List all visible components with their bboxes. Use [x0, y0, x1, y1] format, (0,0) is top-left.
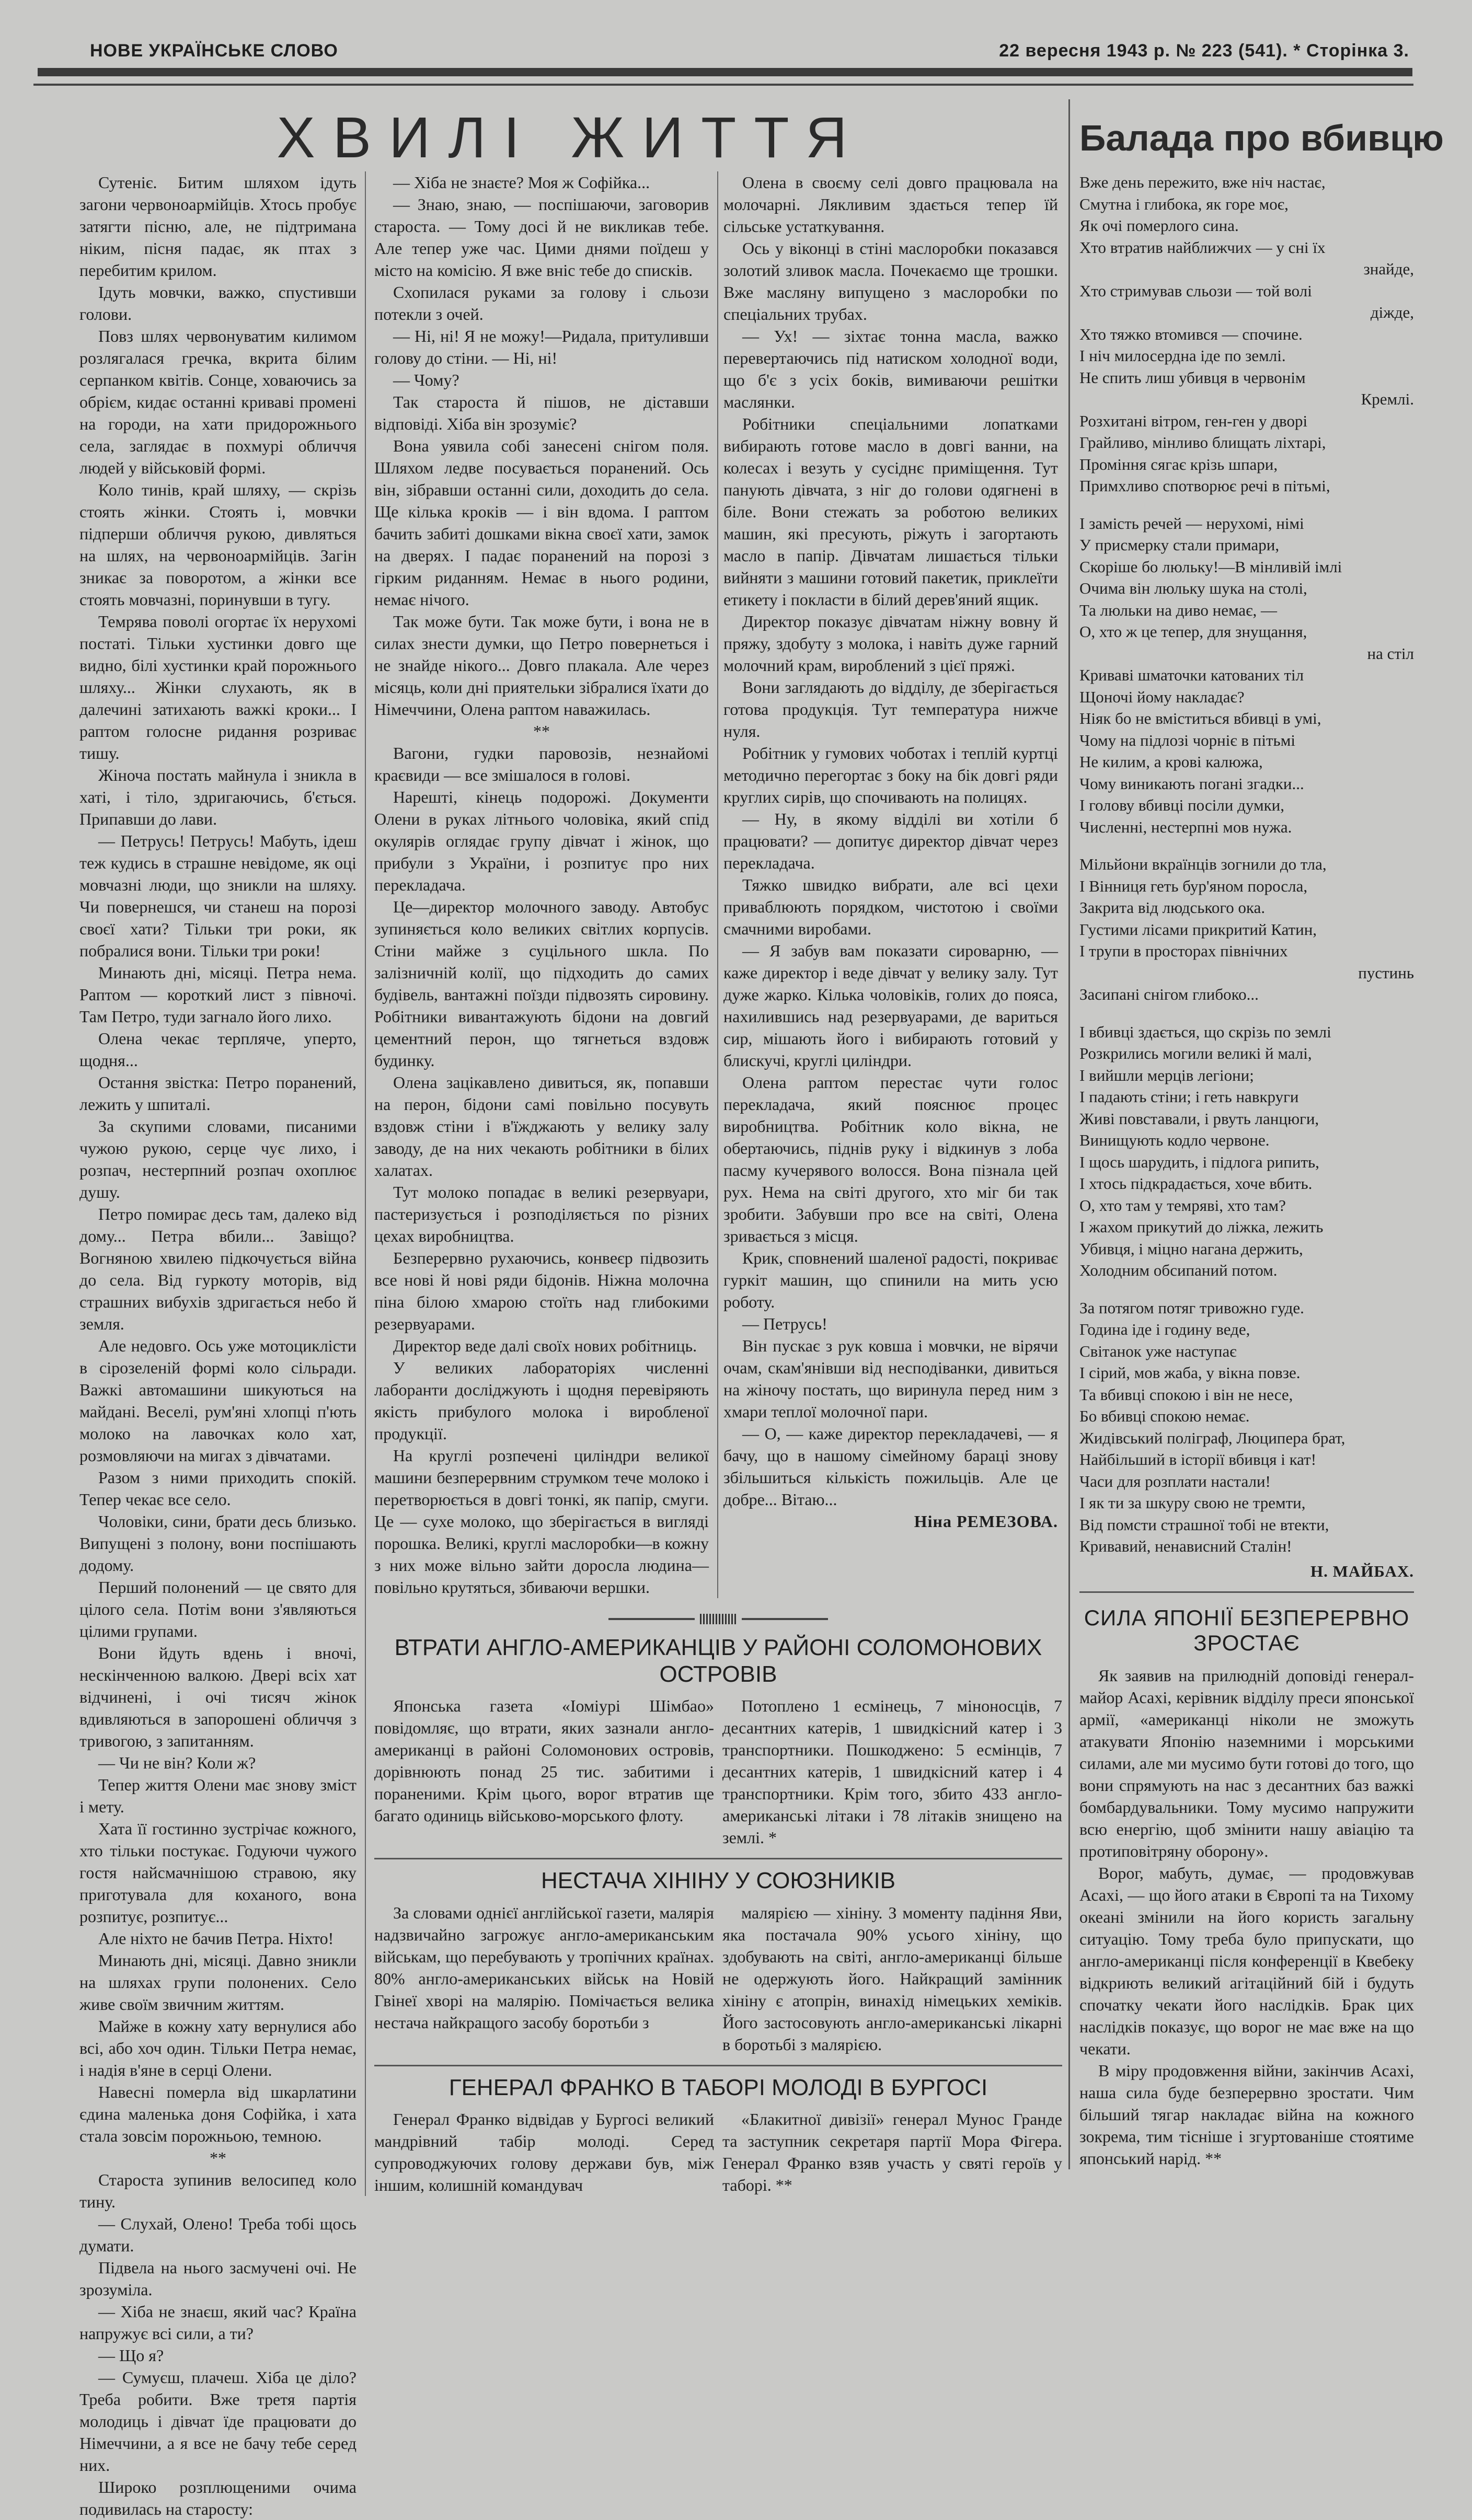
paragraph: Жіноча постать майнула і зникла в хаті, і тіло, здригаючись, б'ється. Припавши до лави. [79, 766, 356, 828]
story-continuation [374, 171, 1062, 1598]
poem-line: Жидівський поліграф, Люципера брат, [1079, 1428, 1346, 1447]
paragraph: Він пускає з рук ковша і мовчки, не вірячи очам, скам'янівши від несподіванки, дивиться на жіночу постать, що виринула перед ним з хмари теплої молочної пари. [723, 1336, 1058, 1421]
paragraph: Підвела на нього засмучені очі. Не зрозуміла. [79, 2258, 356, 2299]
stanza-gap [1079, 497, 1414, 513]
poem-line: пустинь [1358, 963, 1414, 982]
poem-line: І замість речей — нерухомі, німі [1079, 514, 1304, 533]
poem-line: Очима він люльку шука на столі, [1079, 579, 1307, 597]
paragraph: Але недовго. Ось уже мотоциклісти в сірозеленій формі коло сільради. Важкі автомашини шикуються на майдані. Веселі, рум'яні хлопці п'ють молоко на лавочках коло хат, розмовляючи на мигах з дівчатами. [79, 1336, 356, 1465]
section-rule [1079, 1591, 1414, 1593]
poem-lines [1079, 171, 1414, 1557]
paragraph: — Чому? [393, 371, 459, 389]
story-area [79, 99, 1062, 2520]
poem-line: Вже день пережито, вже ніч настає, [1079, 173, 1326, 191]
story-column-3 [717, 171, 1058, 1598]
poem-line: Світанок уже наступає [1079, 1342, 1237, 1360]
paragraph: — О, — каже директор перекладачеві, — я бачу, що в нашому сімейному бараці знову збільшиться кількість пожильців. Але це добре... Вітаю... [723, 1424, 1058, 1509]
paragraph: Директор веде далі своїх нових робітниць. [393, 1336, 697, 1355]
poem-line: діжде, [1370, 303, 1414, 321]
paragraph: — Петрусь! [742, 1314, 827, 1333]
section-break: ** [533, 722, 550, 741]
story-title: ХВИЛІ ЖИТТЯ [277, 106, 865, 170]
paragraph: На круглі розпечені циліндри великої машини безперервним струмком тече молоко і перетворюється в довгі тонкі, як папір, смуги. Це — сухе молоко, що зберігається в вигляді порошка. Великі, круглі маслоробки—в кожну з них може вільно зайти доросла людина—повільно крутяться, збиваючи вершки. [374, 1446, 709, 1597]
newspaper-name: НОВЕ УКРАЇНСЬКЕ СЛОВО [90, 41, 338, 61]
paragraph: — Петрусь! Петрусь! Мабуть, ідеш теж кудись в страшне невідоме, як оці мовчазні люди, що зникли на шляху. Чи повернешся, чи станеш на порозі своєї хати? Тільки три роки, як побралися вони. Тільки три роки! [79, 831, 356, 960]
paragraph: Так староста й пішов, не діставши відповіді. Хіба він зрозуміє? [374, 392, 709, 433]
poem-line: Чому виникають погані згадки... [1079, 774, 1304, 793]
poem-line: Часи для розплати настали! [1079, 1472, 1271, 1490]
paragraph: Минають дні, місяці. Давно зникли на шляхах групи полонених. Село живе своїм звичним життям. [79, 1951, 356, 2014]
paragraph: Темрява поволі огортає їх нерухомі постаті. Тільки хустинки довго ще видно, білі хустинки край порожнього шляху... Жінки слухають, як в далечині затихають важкі кроки... І раптом голосне ридання розриває тишу. [79, 612, 356, 762]
poem-line: І як ти за шкуру свою не тремти, [1079, 1494, 1306, 1512]
poem-line: Бо вбивці спокою немає. [1079, 1407, 1250, 1425]
quinine-right: малярією — хініну. З моменту падіння Яви, яка постачала 90% усього хініну, що здобувають на світі, англо-американці більше не одержують його. Найкращий замінник хініну є атопрін, винахід німецьких хеміків. Його застосовують англо-американські лікарні в боротьбі з малярією. [722, 1903, 1062, 2054]
ornament-divider [608, 1614, 828, 1624]
story-column-2 [374, 171, 709, 1598]
poem-line: Численні, нестерпні мов нужа. [1079, 817, 1292, 836]
paragraph: Олена чекає терпляче, уперто, щодня... [79, 1029, 356, 1070]
masthead-bar [0, 0, 1472, 99]
paragraph: Повз шлях червонуватим килимом розлягалася гречка, вкрита білим серпанком квітів. Сонце, ховаючись за обрієм, кидає останні криваві промені на городи, на хати придорожнього села, заглядає в похмурі обличчя людей у військовій формі. [79, 327, 356, 477]
paragraph: Олена зацікавлено дивиться, як, попавши на перон, бідони самі повільно посувуть вздовж стіни і в'їжджають у велику залу заводу, де на них чекають робітники в білих халатах. [374, 1073, 709, 1180]
story-author: Ніна РЕМЕЗОВА. [914, 1512, 1058, 1531]
paragraph: — Ух! — зіхтає тонна масла, важко перевертаючись під натиском холодної води, що б'є з усіх боків, вимиваючи решітки маслянки. [723, 327, 1058, 411]
paragraph: Вона уявила собі занесені снігом поля. Шляхом ледве посувається поранений. Ось він, зібравши останні сили, доходить до села. Ще кілька кроків — і він вдома. І раптом бачить забиті дошками вікна своєї хати, замок на дверях. І падає поранений на порозі з гірким риданням. Немає в нього родини, немає нічого. [374, 436, 709, 609]
poem-author: Н. МАЙБАХ. [1310, 1562, 1414, 1580]
header-rule [38, 68, 1412, 76]
paragraph: Крик, сповнений шаленої радості, покриває гуркіт машин, що спинили на мить усю роботу. [723, 1249, 1058, 1311]
franco-headline: ГЕНЕРАЛ ФРАНКО В ТАБОРІ МОЛОДІ В БУРГОСІ [448, 2074, 988, 2100]
paragraph: Вони йдуть вдень і вночі, нескінченною валкою. Двері всіх хат відчинені, і очі тисяч жінок вдивляються в запорошені обличчя з тривогою, з запитанням. [79, 1644, 356, 1750]
paragraph: Тяжко швидко вибрати, але всі цехи приваблюють порядком, чистотою і своїми смачними виробами. [723, 875, 1058, 938]
paragraph: — Чи не він? Коли ж? [98, 1753, 256, 1772]
paragraph: — Хіба не знаєш, який час? Країна напружує всі сили, а ти? [79, 2302, 356, 2343]
poem-line: Грайливо, мінливо блищать ліхтарі, [1079, 433, 1326, 452]
paragraph: Разом з ними приходить спокій. Тепер чекає все село. [79, 1468, 356, 1509]
quinine-article [374, 1902, 1062, 2055]
poem-line: І хтось підкрадається, хоче вбить. [1079, 1174, 1313, 1193]
paragraph: Остання звістка: Петро поранений, лежить у шпиталі. [79, 1073, 356, 1114]
poem-line: Розкрились могили великі й малі, [1079, 1044, 1312, 1062]
paragraph: — Я забув вам показати сироварню, — каже директор і веде дівчат у велику залу. Тут дуже жарко. Кілька чоловіків, голих до пояса, нахилившись над резервуарами, де вариться сир, мішають його і вибирають готовий у блискучі, круглі циліндри. [723, 941, 1058, 1070]
poem-line: Убивця, і міцно нагана держить, [1079, 1239, 1303, 1258]
paragraph: Коло тинів, край шляху, — скрізь стоять жінки. Стоять і, мовчки підперши обличчя рукою, дивляться на шлях, на червоноармійців. Загін зникає за поворотом, а жінки все стоять мовчазні, поринувши в тугу. [79, 480, 356, 609]
paragraph: Схопилася руками за голову і сльози потекли з очей. [374, 283, 709, 323]
center-columns [365, 171, 1062, 2196]
poem-line: Примхливо спотворює речі в пітьмі, [1079, 477, 1330, 495]
paragraph: У великих лабораторіях численні лаборанти досліджують і щодня перевіряють якість прибулого молока і виробленої продукції. [374, 1358, 709, 1443]
poem-line: Закрита від людського ока. [1079, 898, 1266, 917]
poem-line: За потягом потяг тривожно гуде. [1079, 1298, 1304, 1317]
poem-line: Хто втратив найближчих — у сні їх [1079, 238, 1326, 257]
poem-line: Криваві шматочки катованих тіл [1079, 666, 1304, 684]
paragraph: Перший полонений — це свято для цілого села. Потім вони з'являються цілими групами. [79, 1578, 356, 1640]
paragraph: Ворог, мабуть, думає, — продовжував Асахі, — що його атаки в Європі та на Тихому океані змінили на його користь загальну ситуацію. Тому треба було припускати, що англо-американці після конференції в Квебеку відкриють великий агітаційний бій і будуть спочатку чекати його наслідків. Брак цих наслідків показує, що ворог не має вже на що чекати. [1079, 1863, 1414, 2058]
poem-line: Кремлі. [1361, 390, 1414, 408]
solomon-right: Потоплено 1 есмінець, 7 міноносців, 7 десантних катерів, 1 швидкісний катер і 3 транспортники. Пошкоджено: 5 есмінців, 7 десантних катерів, 1 швидкісний катер і 4 транспортники. Крім того, збито 433 англо-американські літаки і 78 літаків знищено на землі. * [722, 1696, 1062, 1847]
paragraph: Олена в своєму селі довго працювала на молочарні. Лякливим здається тепер їй сільське устаткування. [723, 173, 1058, 236]
poem-line: Мільйони вкраїнців зогнили до тла, [1079, 855, 1327, 873]
solomon-headline: ВТРАТИ АНГЛО-АМЕРИКАНЦІВ У РАЙОНІ СОЛОМОНОВИХ ОСТРОВІВ [394, 1635, 1042, 1687]
poem-line: Та вбивці спокою і він не несе, [1079, 1385, 1293, 1404]
paragraph: Тепер життя Олени має знову зміст і мету. [79, 1775, 356, 1816]
poem-line: Проміння сягає крізь шпари, [1079, 455, 1278, 473]
paragraph: Олена раптом перестає чути голос перекладача, який пояснює процес виробництва. Робітник коло вікна, не обертаючись, піднів руку і відкинув з лоба пасму кучерявого волосся. Вона пізнала цей рух. Нема на світі другого, хто міг би так зробити. Забувши про все на світі, Олена зривається з місця. [723, 1073, 1058, 1245]
poem-line: І трупи в просторах північних [1079, 942, 1288, 960]
poem-line: Смутна і глибока, як горе моє, [1079, 194, 1289, 213]
poem-line: У присмерку стали примари, [1079, 536, 1280, 554]
franco-left: Генерал Франко відвідав у Бургосі великий мандрівний табір молоді. Серед супроводжуючих голову держави був, між іншим, колишній командувач [374, 2110, 714, 2195]
poem-line: Та люльки на диво немає, — [1079, 600, 1277, 619]
paragraph: Вони заглядають до відділу, де зберігається готова продукція. Тут температура нижче нуля. [723, 678, 1058, 741]
poem-line: Не спить лиш убивця в червонім [1079, 368, 1306, 387]
paragraph: Ось у віконці в стіні маслоробки показався золотий зливок масла. Почекаємо ще трошки. Вже масляну випущено з маслоробки по спеціальних трубах. [723, 239, 1058, 323]
quinine-left: За словами однієї англійської газети, малярія надзвичайно загрожує англо-американським військам, що перебувають у тропічних країнах. 80% англо-американських військ на Новій Гвінеї хворі на малярію. Помічається велика нестача найкращого засобу боротьби з [374, 1903, 714, 2032]
right-column [1068, 99, 1444, 2169]
paragraph: Директор показує дівчатам ніжну вовну й пряжу, здобуту з молока, і навіть дуже гарний молочний крам, вироблений з цієї пряжі. [723, 612, 1058, 675]
paragraph: Минають дні, місяці. Петра нема. Раптом — короткий лист з півночі. Там Петро, туди загнало його лихо. [79, 963, 356, 1026]
paragraph: Тут молоко попадає в великі резервуари, пастеризується і розподіляється по різних цехах виробництва. [374, 1183, 709, 1245]
paragraph: Так може бути. Так може бути, і вона не в силах знести думки, що Петро повернеться і не знайде нікого... Довго плакала. Але через місяць, коли дні приятельки зібралися їхати до Німеччини, Олена раптом наважилась. [374, 612, 709, 719]
paragraph: За скупими словами, писаними чужою рукою, серце чує лихо, і розпач, нестерпний розпач охоплює душу. [79, 1117, 356, 1201]
poem-line: Ніяк бо не вміститься вбивці в умі, [1079, 709, 1321, 727]
poem-line: Густими лісами прикритий Катин, [1079, 920, 1317, 939]
solomon-article [374, 1695, 1062, 1848]
poem-line: Кривавий, ненависний Сталін! [1079, 1537, 1292, 1555]
paragraph: Це—директор молочного заводу. Автобус зупиняється коло великих світлих корпусів. Стіни майже з суцільного шкла. По залізничній колії, що підходить до самих будівель, вантажні поїзди підвозять сировину. Робітники вивантажують бідони на довгий цементний перон, що тягнеться вздовж будинку. [374, 897, 709, 1070]
paragraph: Сутеніє. Битим шляхом ідуть загони червоноармійців. Хтось пробує затягти пісню, але, не підтримана ніким, пісня падає, як птах з перебитим крилом. [79, 173, 356, 280]
poem-body [1079, 171, 1414, 1582]
poem-line: І сірий, мов жаба, у вікна повзе. [1079, 1363, 1301, 1382]
poem-line: на стіл [1367, 644, 1414, 663]
stanza-gap [1079, 1281, 1414, 1297]
poem-line: Скоріше бо люльку!—В мінливій імлі [1079, 557, 1342, 576]
paragraph: — Знаю, знаю, — поспішаючи, заговорив староста. — Тому досі й не викликав тебе. Але тепер уже час. Цими днями поїдеш у місто на комісію. Я вже вніс тебе до списків. [374, 195, 709, 280]
paragraph: Як заявив на прилюдній доповіді генерал-майор Асахі, керівник відділу преси японської армії, «американці ніколи не зможуть атакувати Японію наземними і морськими силами, але ми мусимо бути готові до того, що вони спрямують на нас з десантних баз важкі бомбардувальники. Тому мусимо напружити всю енергію, щоб змінити нашу авіацію та протиповітряну оборону». [1079, 1666, 1414, 1860]
paragraph: Робітник у гумових чоботах і теплій куртці методично перегортає з боку на бік довгі ряди круглих сирів, що спочивають на полицях. [723, 744, 1058, 806]
poem-line: Не килим, а крові калюжа, [1079, 753, 1263, 771]
poem-line: Винищують кодло червоне. [1079, 1131, 1270, 1149]
poem-line: О, хто ж це тепер, для знущання, [1079, 622, 1307, 641]
poem-line: Засипані снігом глибоко... [1079, 985, 1259, 1003]
stanza-gap [1079, 838, 1414, 853]
paragraph: — Ну, в якому відділі ви хотіли б працювати? — допитує директор дівчат через перекладача. [723, 810, 1058, 872]
poem-line: Як очі померлого сина. [1079, 216, 1239, 235]
poem-line: знайде, [1363, 260, 1414, 278]
poem-line: Холодним обсипаний потом. [1079, 1261, 1278, 1279]
story-columns [79, 171, 1062, 2520]
poem-line: Розхитані вітром, ген-ген у дворі [1079, 411, 1308, 430]
poem-line: І Вінниця геть бур'яном поросла, [1079, 876, 1308, 895]
paragraph: Нарешті, кінець подорожі. Документи Олени в руках літнього чоловіка, який спід окулярів оглядає групу дівчат і жінок, що прибули з України, і розпитує про них перекладача. [374, 788, 709, 894]
paragraph: Широко розплющеними очима подивилась на старосту: [79, 2478, 356, 2518]
japan-headline: СИЛА ЯПОНІЇ БЕЗПЕРЕРВНО ЗРОСТАЄ [1084, 1605, 1410, 1656]
paragraph: Робітники спеціальними лопатками вибирають готове масло в довгі ванни, на колесах і везуть у сусіднє приміщення. Тут панують дівчата, з ніг до голови одягнені в біле. Вони стежать за роботою великих машин, які пресують, ріжуть і загортають масло в папір. Дівчатам лишається тільки вийняти з машини готовий пакетик, приклеїти етикету і покласти в білий дерев'яний ящик. [723, 414, 1058, 609]
section-break: ** [210, 2148, 226, 2167]
paragraph: Вагони, гудки паровозів, незнайомі краєвиди — все змішалося в голові. [374, 744, 709, 784]
paragraph: Чоловіки, сини, брати десь близько. Випущені з полону, вони поспішають додому. [79, 1512, 356, 1575]
poem-line: Щоночі йому накладає? [1079, 687, 1245, 706]
poem-line: І вийшли мерців легіони; [1079, 1066, 1254, 1084]
paragraph: — Хіба не знаєте? Моя ж Софійка... [393, 173, 650, 192]
section-rule [374, 1858, 1062, 1859]
header-rule-thin [33, 84, 1413, 86]
story-column-3-text [723, 171, 1058, 1510]
poem-line: Живі повставали, і рвуть ланцюги, [1079, 1109, 1319, 1128]
paragraph: Ідуть мовчки, важко, спустивши голови. [79, 283, 356, 323]
paragraph: — Слухай, Олено! Треба тобі щось думати. [79, 2214, 356, 2255]
poem-line: Від помсти страшної тобі не втекти, [1079, 1515, 1329, 1534]
poem-title: Балада про вбивцю [1079, 118, 1444, 158]
poem-line: І вбивці здається, що скрізь по землі [1079, 1022, 1331, 1041]
poem-line: І щось шарудить, і підлога рипить, [1079, 1152, 1319, 1171]
stanza-gap [1079, 1005, 1414, 1021]
quinine-headline: НЕСТАЧА ХІНІНУ У СОЮЗНИКІВ [540, 1868, 896, 1894]
poem-line: І жахом прикутий до ліжка, лежить [1079, 1218, 1324, 1236]
poem-line: Чому на підлозі чорніє в пітьмі [1079, 731, 1295, 749]
japan-article [1079, 1664, 1414, 2169]
poem-line: Хто стримував сльози — той волі [1079, 281, 1312, 300]
poem-line: І падають стіни; і геть навкруги [1079, 1088, 1299, 1106]
page-body [79, 99, 1444, 2520]
poem-line: Хто тяжко втомився — спочине. [1079, 325, 1303, 343]
paragraph: Хата її гостинно зустрічає кожного, хто тільки постукає. Годуючи чужого гостя найсмачнішою стравою, яку приготувала для коханого, вона розпитує, розпитує... [79, 1819, 356, 1926]
paragraph: В міру продовження війни, закінчив Асахі, наша сила буде безперервно зростати. Чим більший тягар накладає війна на кожного зокрема, тим тісніше і згуртованіше стоятиме японський нарід. ** [1079, 2061, 1414, 2168]
paragraph: — Сумуєш, плачеш. Хіба це діло? Треба робити. Вже третя партія молодиць і дівчат їде працювати до Німеччини, а я все не бачу тебе серед них. [79, 2368, 356, 2475]
paragraph: Петро помирає десь там, далеко від дому... Петра вбили... Завіщо? Вогняною хвилею підкочується війна до села. Від гуркоту моторів, від страшних вибухів здригається небо й земля. [79, 1205, 356, 1333]
poem-line: І ніч милосердна іде по землі. [1079, 346, 1286, 365]
paragraph: Але ніхто не бачив Петра. Ніхто! [98, 1929, 334, 1948]
issue-info: 22 вересня 1943 р. № 223 (541). * Сторінка 3. [999, 41, 1409, 61]
paragraph: Староста зупинив велосипед коло тину. [79, 2170, 356, 2211]
poem-line: І голову вбивці посіли думки, [1079, 796, 1285, 814]
poem-line: Найбільший в історії вбивця і кат! [1079, 1450, 1317, 1469]
section-rule [374, 2065, 1062, 2066]
solomon-left: Японська газета «Іоміурі Шімбао» повідомляє, що втрати, яких зазнали англо-американці в районі Соломонових островів, дорівнюють понад 25 тис. забитими і пораненими. Крім цього, ворог втратив ще багато одиниць військово-морського флоту. [374, 1696, 714, 1825]
paragraph: Майже в кожну хату вернулися або всі, або хоч один. Тільки Петра немає, і надія в'яне в серці Олени. [79, 2017, 356, 2079]
poem-line: Година іде і годину веде, [1079, 1320, 1250, 1338]
franco-article [374, 2108, 1062, 2196]
story-column-1 [79, 171, 365, 2520]
paragraph: — Що я? [98, 2346, 164, 2365]
franco-right: «Блакитної дивізії» генерал Мунос Гранде та заступник секретаря партії Мора Фігера. Генерал Франко взяв участь у святі героїв у таборі. ** [722, 2110, 1062, 2195]
poem-line: О, хто там у темряві, хто там? [1079, 1196, 1286, 1215]
paragraph: — Ні, ні! Я не можу!—Ридала, притуливши голову до стіни. — Ні, ні! [374, 327, 709, 367]
paragraph: Безперервно рухаючись, конвеєр підвозить все нові й нові ряди бідонів. Ніжна молочна піна білою хмарою стоїть над глибокими резервуарами. [374, 1249, 709, 1333]
paragraph: Навесні померла від шкарлатини єдина маленька доня Софійка, і хата стала зовсім порожньою, темною. [79, 2083, 356, 2145]
